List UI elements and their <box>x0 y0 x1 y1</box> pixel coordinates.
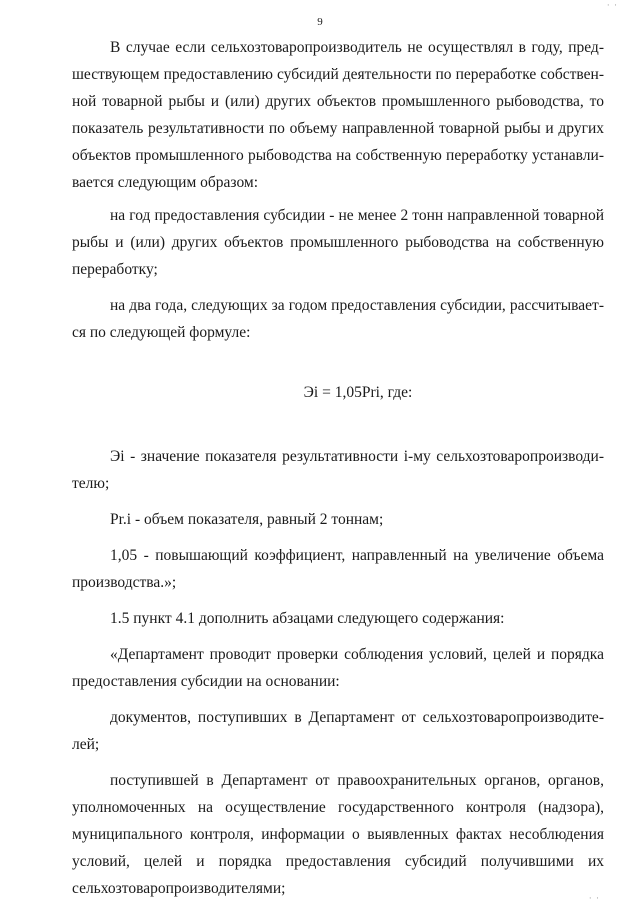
paragraph-first-year-target: на год предоставления субсидии - не менее 2 тонн направленной товарной рыбы и (или) других объектов промышленного рыбоводства на собственную переработку; <box>72 207 604 278</box>
paragraph-law-enforcement-information: поступившей в Департамент от правоохранительных органов, органов, уполномоченных на осуществление государственного контроля (надзора), муниципального контроля, информации о выявленных фактах несоблюдения условий, целей и порядка предоставления субсидий получившими их сельхозтоваропроизводителями; <box>72 772 604 897</box>
definition-ei: Эi - значение показателя результативности i-му сельхозтоваропроизводителю; <box>72 448 604 492</box>
page-number: 9 <box>317 16 323 28</box>
paragraph-two-years-formula-intro: на два года, следующих за годом предоставления субсидии, рассчитывается по следующей формуле: <box>72 297 604 341</box>
definition-coefficient: 1,05 - повышающий коэффициент, направленный на увеличение объема производства.»; <box>72 547 604 591</box>
paragraph-department-inspections: «Департамент проводит проверки соблюдения условий, целей и порядка предоставления субсидии на основании: <box>72 646 604 690</box>
scan-corner-mark-bottom: · · <box>588 893 600 903</box>
document-body <box>72 34 604 911</box>
paragraph-documents-from-producers: документов, поступивших в Департамент от сельхозтоваропроизводителей; <box>72 709 604 753</box>
paragraph-item-1-5: 1.5 пункт 4.1 дополнить абзацами следующего содержания: <box>110 610 505 627</box>
scan-corner-mark: · · <box>606 0 618 10</box>
formula: Эi = 1,05Pri, где: <box>303 384 413 401</box>
definition-pri: Pr.i - объем показателя, равный 2 тоннам; <box>110 511 384 528</box>
paragraph-no-processing-case: В случае если сельхозтоваропроизводитель не осуществлял в году, предшествующем предоставлению субсидий деятельности по переработке собственной товарной рыбы и (или) других объектов промышленного рыбоводства, то показатель результативности по объему направленной товарной рыбы и других объектов промышленного рыбоводства на собственную переработку устанавливается следующим образом: <box>72 39 604 191</box>
